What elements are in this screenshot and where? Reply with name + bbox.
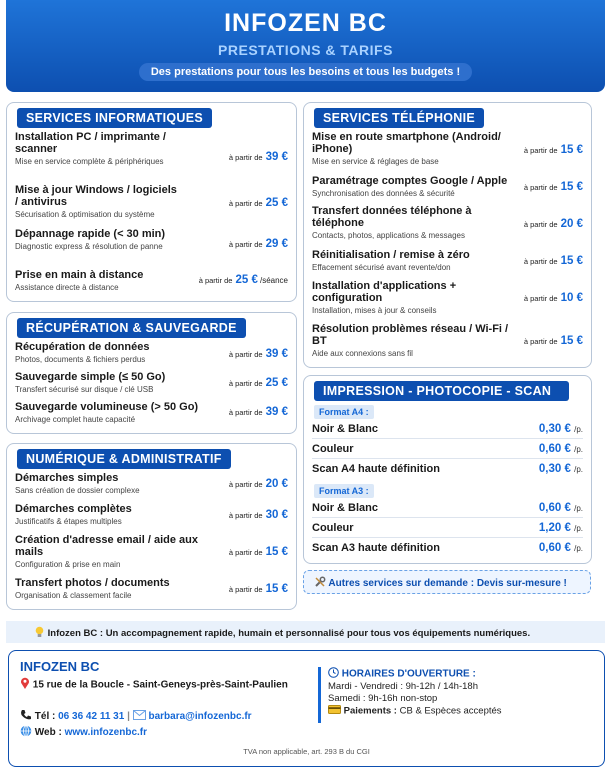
service-desc: Archivage complet haute capacité: [15, 415, 136, 424]
service-name: Prise en main à distance: [15, 269, 144, 281]
tva-note: TVA non applicable, art. 293 B du CGI: [243, 747, 370, 756]
divider: [312, 458, 583, 459]
service-name: Transfert données téléphone à téléphone: [312, 205, 472, 229]
service-desc: Effacement sécurisé avant revente/don: [312, 263, 451, 272]
card-telephonie: [303, 102, 592, 368]
service-price: à partir de 15 €: [523, 335, 583, 347]
hours-title: HORAIRES D'OUVERTURE :: [328, 667, 502, 681]
phone-icon: [20, 709, 32, 724]
service-item: [15, 577, 288, 601]
service-item: [15, 534, 288, 570]
phone-number[interactable]: 06 36 42 11 31: [58, 711, 125, 723]
card-title: IMPRESSION - PHOTOCOPIE - SCAN: [314, 381, 569, 401]
service-item: [15, 269, 288, 293]
service-desc: Aide aux connexions sans fil: [312, 349, 413, 358]
service-item: [15, 371, 288, 395]
service-name: Réinitialisation / remise à zéro: [312, 249, 470, 261]
service-item: [15, 341, 288, 365]
service-price: à partir de 39 €: [228, 151, 288, 163]
service-price: à partir de 25 € /séance: [198, 274, 288, 286]
info-banner: [6, 621, 605, 643]
card-title: RÉCUPÉRATION & SAUVEGARDE: [17, 318, 246, 338]
other-services-note: [303, 570, 591, 594]
card-impression: [303, 375, 592, 564]
print-row: Couleur 0,60 € /p.: [312, 443, 583, 455]
card-icon: [328, 705, 341, 717]
service-desc: Installation, mises à jour & conseils: [312, 306, 437, 315]
contact-card: [8, 650, 605, 767]
divider: [312, 438, 583, 439]
header-banner: [6, 0, 605, 92]
service-desc: Organisation & classement facile: [15, 591, 132, 600]
print-row: Noir & Blanc 0,60 € /p.: [312, 502, 583, 514]
service-item: [15, 228, 288, 252]
service-price: à partir de 15 €: [523, 181, 583, 193]
email-link[interactable]: barbara@infozenbc.fr: [148, 711, 252, 723]
service-name: Installation PC / imprimante / scanner: [15, 131, 166, 155]
format-a4-label: Format A4 :: [314, 405, 374, 419]
globe-icon: [20, 725, 32, 740]
service-desc: Justificatifs & étapes multiples: [15, 517, 122, 526]
card-title: NUMÉRIQUE & ADMINISTRATIF: [17, 449, 231, 469]
card-title: SERVICES INFORMATIQUES: [17, 108, 212, 128]
service-item: [15, 401, 288, 425]
format-a3-label: Format A3 :: [314, 484, 374, 498]
mail-icon: [133, 710, 146, 723]
service-price: à partir de 25 €: [228, 197, 288, 209]
service-item: [312, 131, 583, 167]
service-name: Démarches simples: [15, 472, 119, 484]
service-name: Démarches complètes: [15, 503, 132, 515]
service-desc: Assistance directe à distance: [15, 283, 119, 292]
service-name: Transfert photos / documents: [15, 577, 170, 589]
service-price: à partir de 29 €: [228, 238, 288, 250]
service-name: Paramétrage comptes Google / Apple: [312, 175, 508, 187]
service-item: [312, 323, 583, 359]
service-item: [312, 280, 583, 316]
service-desc: Configuration & prise en main: [15, 560, 121, 569]
service-name: Installation d'applications + configuration: [312, 280, 457, 304]
service-price: à partir de 20 €: [523, 218, 583, 230]
service-desc: Sans création de dossier complexe: [15, 486, 140, 495]
service-desc: Sécurisation & optimisation du système: [15, 210, 155, 219]
print-row: Couleur 1,20 € /p.: [312, 522, 583, 534]
lightbulb-icon: [34, 626, 45, 641]
service-name: Création d'adresse email / aide aux mails: [15, 534, 198, 558]
tools-icon: [314, 576, 326, 591]
service-desc: Diagnostic express & résolution de panne: [15, 242, 163, 251]
contact-web: Web : www.infozenbc.fr: [20, 725, 147, 740]
card-title: SERVICES TÉLÉPHONIE: [314, 108, 484, 128]
service-desc: Contacts, photos, applications & messages: [312, 231, 465, 240]
card-recuperation: [6, 312, 297, 434]
service-desc: Photos, documents & fichiers perdus: [15, 355, 146, 364]
contact-company: INFOZEN BC: [20, 659, 100, 674]
print-row: Scan A4 haute définition 0,30 € /p.: [312, 463, 583, 475]
service-name: Sauvegarde simple (≤ 50 Go): [15, 371, 166, 383]
payments: Paiements : CB & Espèces acceptés: [328, 705, 502, 717]
service-desc: Mise en service & réglages de base: [312, 157, 439, 166]
service-item: [312, 175, 583, 199]
service-price: à partir de 15 €: [228, 546, 288, 558]
service-price: à partir de 39 €: [228, 406, 288, 418]
location-pin-icon: [20, 677, 30, 693]
clock-icon: [328, 667, 339, 681]
print-row: Noir & Blanc 0,30 € /p.: [312, 423, 583, 435]
service-desc: Mise en service complète & périphériques: [15, 157, 164, 166]
service-desc: Transfert sécurisé sur disque / clé USB: [15, 385, 154, 394]
hours-line: Samedi : 9h-16h non-stop: [328, 693, 438, 704]
service-name: Résolution problèmes réseau / Wi-Fi / BT: [312, 323, 509, 347]
service-item: [15, 472, 288, 496]
contact-address: 15 rue de la Boucle - Saint-Geneys-près-Saint-Paulien: [20, 677, 305, 693]
divider: [312, 537, 583, 538]
service-price: à partir de 30 €: [228, 509, 288, 521]
page-subtitle: PRESTATIONS & TARIFS: [218, 42, 393, 58]
service-name: Mise en route smartphone (Android/ iPhone): [312, 131, 501, 155]
service-price: à partir de 15 €: [523, 144, 583, 156]
service-name: Mise à jour Windows / logiciels / antivirus: [15, 184, 177, 208]
service-item: [15, 131, 288, 167]
card-services-informatiques: [6, 102, 297, 302]
service-name: Dépannage rapide (< 30 min): [15, 228, 166, 240]
service-name: Récupération de données: [15, 341, 150, 353]
company-title: INFOZEN BC: [224, 9, 387, 37]
other-services-text: Autres services sur demande : Devis sur-mesure !: [328, 578, 567, 590]
tagline: Des prestations pour tous les besoins et tous les budgets !: [139, 63, 472, 81]
service-price: à partir de 15 €: [523, 255, 583, 267]
service-item: [312, 249, 583, 273]
service-price: à partir de 20 €: [228, 478, 288, 490]
service-price: à partir de 10 €: [523, 292, 583, 304]
card-numerique: [6, 443, 297, 610]
banner-text: Infozen BC : Un accompagnement rapide, humain et personnalisé pour tous vos équipements numériques.: [47, 628, 531, 640]
opening-hours: [318, 667, 502, 723]
website-link[interactable]: www.infozenbc.fr: [64, 727, 148, 739]
service-name: Sauvegarde volumineuse (> 50 Go): [15, 401, 199, 413]
hours-line: Mardi - Vendredi : 9h-12h / 14h-18h: [328, 681, 478, 692]
service-price: à partir de 15 €: [228, 583, 288, 595]
service-price: à partir de 25 €: [228, 377, 288, 389]
contact-phone-email: Tél : 06 36 42 11 31 | barbara@infozenbc.fr: [20, 709, 252, 724]
service-price: à partir de 39 €: [228, 348, 288, 360]
service-item: [312, 205, 583, 241]
divider: [312, 517, 583, 518]
service-item: [15, 503, 288, 527]
print-row: Scan A3 haute définition 0,60 € /p.: [312, 542, 583, 554]
service-desc: Synchronisation des données & sécurité: [312, 189, 455, 198]
service-item: [15, 184, 288, 220]
